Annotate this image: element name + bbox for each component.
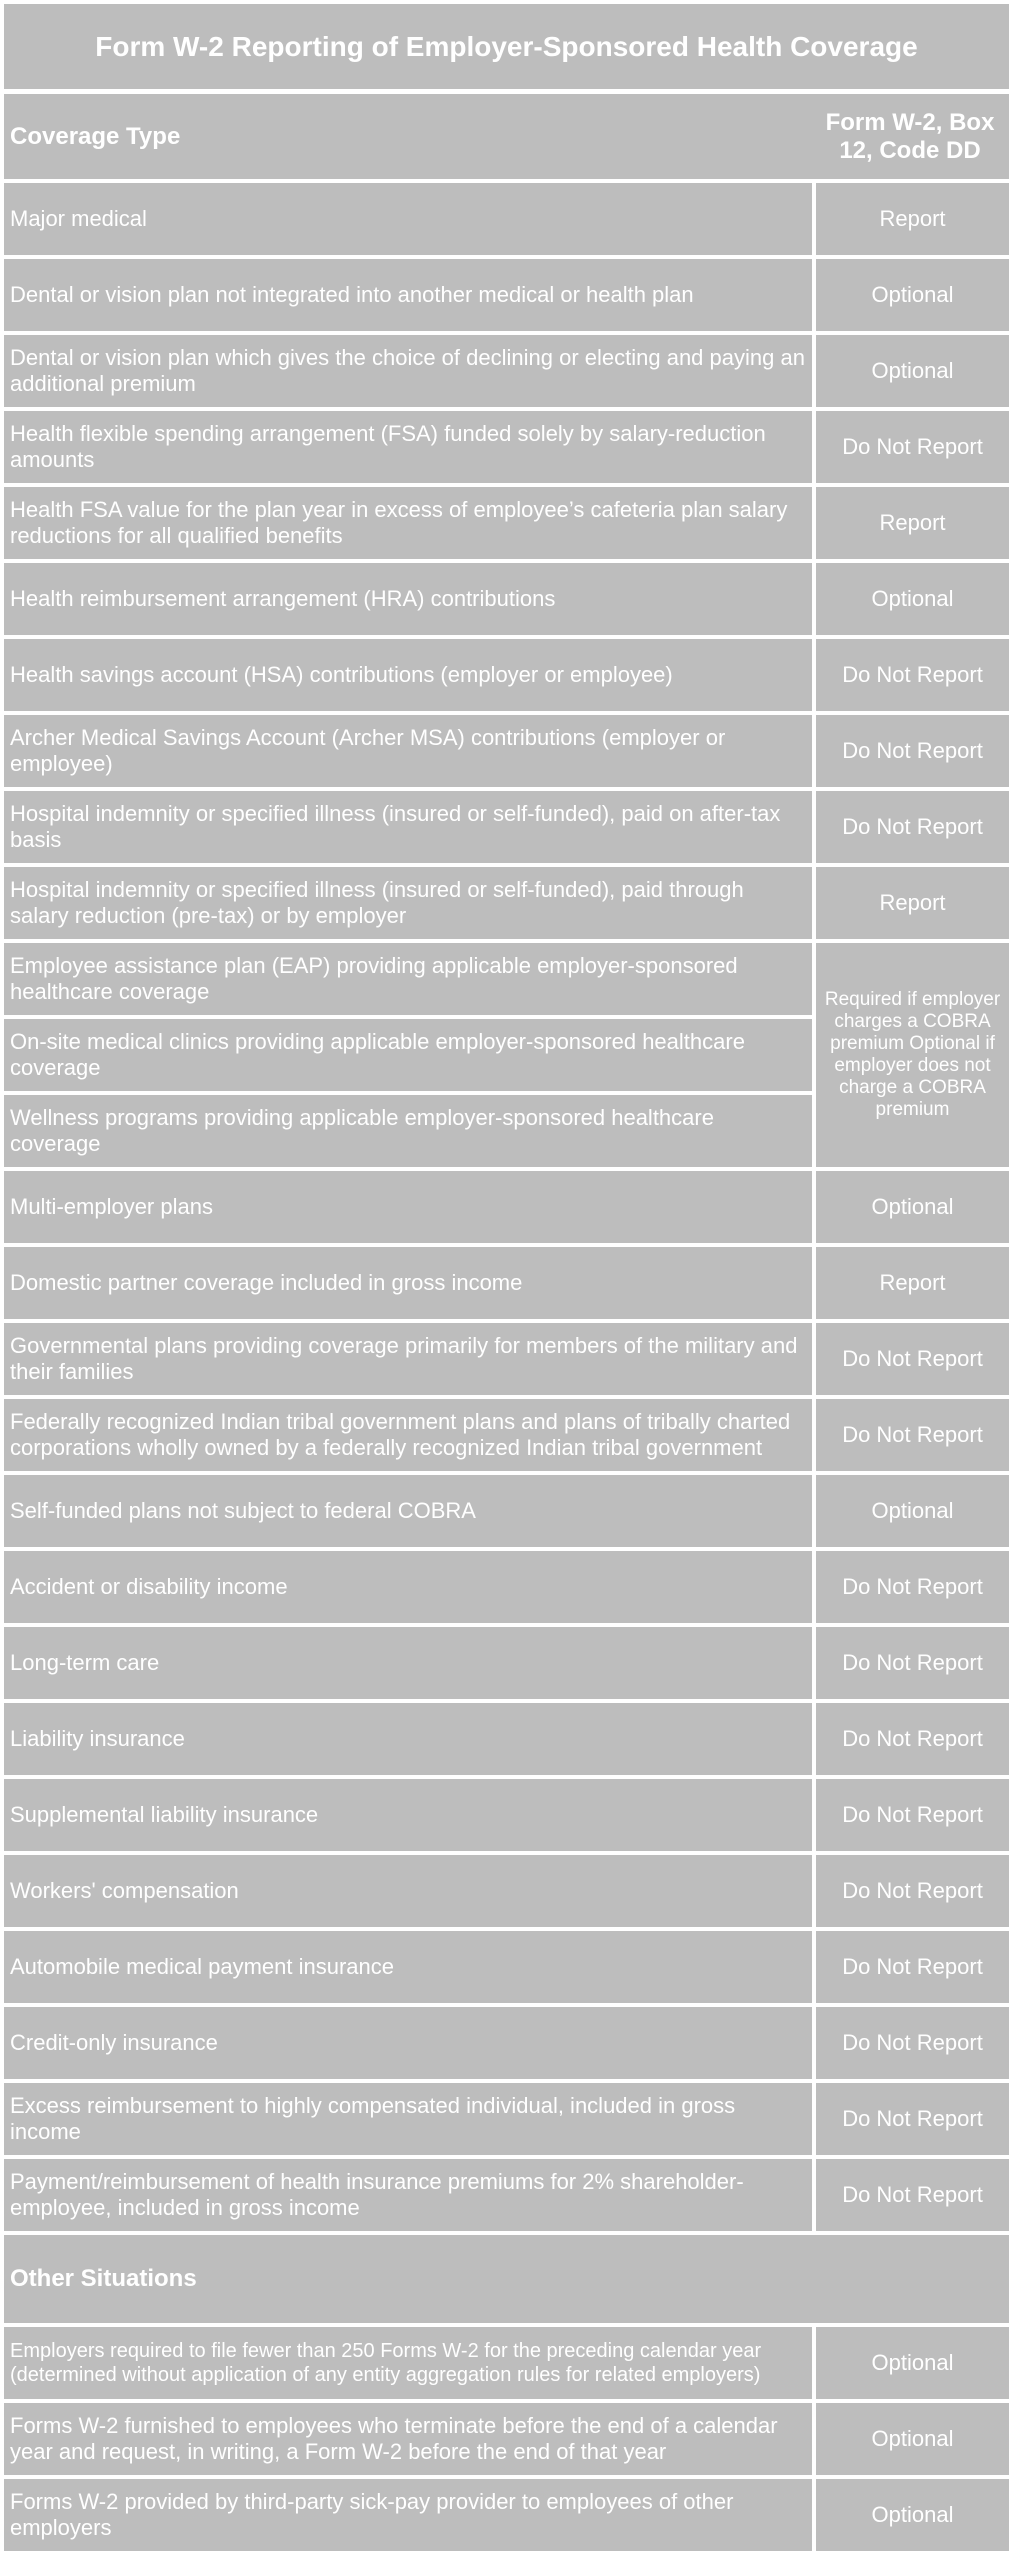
code-dd-cell: Report [816, 487, 1009, 559]
table-row [4, 183, 1009, 255]
coverage-type-cell: Automobile medical payment insurance [4, 1931, 812, 2003]
code-dd-cell: Optional [816, 1475, 1009, 1547]
column-header-coverage-type: Coverage Type [10, 122, 181, 150]
table-title: Form W-2 Reporting of Employer-Sponsored Health Coverage [4, 4, 1009, 89]
code-dd-cell: Do Not Report [816, 1399, 1009, 1471]
coverage-type-cell: Multi-employer plans [4, 1171, 812, 1243]
coverage-type-cell: Workers' compensation [4, 1855, 812, 1927]
code-dd-cell: Do Not Report [816, 411, 1009, 483]
table-row [4, 1171, 1009, 1243]
coverage-type-cell: Dental or vision plan not integrated into another medical or health plan [4, 259, 812, 331]
table-row [4, 2083, 1009, 2155]
code-dd-cell: Optional [816, 563, 1009, 635]
code-dd-cell: Do Not Report [816, 1323, 1009, 1395]
coverage-type-cell: Liability insurance [4, 1703, 812, 1775]
code-dd-cell: Do Not Report [816, 1931, 1009, 2003]
table-row [4, 1703, 1009, 1775]
coverage-type-cell: Excess reimbursement to highly compensated individual, included in gross income [4, 2083, 812, 2155]
code-dd-cell: Do Not Report [816, 2083, 1009, 2155]
table-row [4, 1247, 1009, 1319]
table-row [4, 1931, 1009, 2003]
code-dd-cell: Do Not Report [816, 1627, 1009, 1699]
coverage-type-cell: Hospital indemnity or specified illness (insured or self-funded), paid through salary reduction (pre-tax) or by employer [4, 867, 812, 939]
code-dd-cell: Do Not Report [816, 2159, 1009, 2231]
code-dd-cell: Do Not Report [816, 715, 1009, 787]
coverage-type-cell: Employee assistance plan (EAP) providing applicable employer-sponsored healthcare coverage [4, 943, 812, 1015]
code-dd-cell: Do Not Report [816, 1703, 1009, 1775]
table-row [4, 2403, 1009, 2475]
coverage-type-cell: Health flexible spending arrangement (FSA) funded solely by salary-reduction amounts [4, 411, 812, 483]
code-dd-merged-cell: Required if employer charges a COBRA premium Optional if employer does not charge a COBRA premium [816, 943, 1009, 1167]
coverage-type-cell: Health FSA value for the plan year in excess of employee’s cafeteria plan salary reductions for all qualified benefits [4, 487, 812, 559]
coverage-type-cell: Wellness programs providing applicable employer-sponsored healthcare coverage [4, 1095, 812, 1167]
coverage-type-cell: Forms W-2 furnished to employees who terminate before the end of a calendar year and request, in writing, a Form W-2 before the end of that year [4, 2403, 812, 2475]
coverage-type-cell: Hospital indemnity or specified illness (insured or self-funded), paid on after-tax basis [4, 791, 812, 863]
coverage-type-cell: Governmental plans providing coverage primarily for members of the military and their families [4, 1323, 812, 1395]
table-row [4, 639, 1009, 711]
table-row [4, 1627, 1009, 1699]
table-row [4, 791, 1009, 863]
table-row [4, 1551, 1009, 1623]
table-row [4, 867, 1009, 939]
coverage-type-cell: Long-term care [4, 1627, 812, 1699]
code-dd-cell: Report [816, 867, 1009, 939]
code-dd-cell: Do Not Report [816, 1779, 1009, 1851]
coverage-type-cell: Health reimbursement arrangement (HRA) contributions [4, 563, 812, 635]
table-row [4, 1475, 1009, 1547]
section-label: Other Situations [10, 2265, 197, 2292]
table-row [4, 2007, 1009, 2079]
table-row [4, 1323, 1009, 1395]
coverage-type-cell: Archer Medical Savings Account (Archer MSA) contributions (employer or employee) [4, 715, 812, 787]
coverage-type-cell: Health savings account (HSA) contributions (employer or employee) [4, 639, 812, 711]
code-dd-cell: Report [816, 1247, 1009, 1319]
coverage-type-cell: Accident or disability income [4, 1551, 812, 1623]
table-row [4, 2159, 1009, 2231]
code-dd-cell: Optional [816, 1171, 1009, 1243]
coverage-type-cell: Domestic partner coverage included in gross income [4, 1247, 812, 1319]
table-row [4, 487, 1009, 559]
code-dd-cell: Do Not Report [816, 791, 1009, 863]
table-row [4, 411, 1009, 483]
code-dd-cell: Optional [816, 2327, 1009, 2399]
table-row [4, 2479, 1009, 2551]
coverage-type-cell: Credit-only insurance [4, 2007, 812, 2079]
code-dd-cell: Do Not Report [816, 1855, 1009, 1927]
table-row [4, 563, 1009, 635]
table-row [4, 335, 1009, 407]
coverage-type-cell: Self-funded plans not subject to federal COBRA [4, 1475, 812, 1547]
coverage-type-cell: Employers required to file fewer than 250 Forms W-2 for the preceding calendar year (determined without application of any entity aggregation rules for related employers) [4, 2327, 812, 2399]
coverage-type-cell: Dental or vision plan which gives the choice of declining or electing and paying an additional premium [4, 335, 812, 407]
coverage-type-cell: Federally recognized Indian tribal government plans and plans of tribally charted corporations wholly owned by a federally recognized Indian tribal government [4, 1399, 812, 1471]
code-dd-cell: Optional [816, 335, 1009, 407]
table-row [4, 2327, 1009, 2399]
code-dd-cell: Do Not Report [816, 639, 1009, 711]
code-dd-cell: Do Not Report [816, 2007, 1009, 2079]
code-dd-cell: Optional [816, 2479, 1009, 2551]
table-row [4, 259, 1009, 331]
table-row [4, 1779, 1009, 1851]
column-header-row [4, 94, 1009, 179]
code-dd-cell: Report [816, 183, 1009, 255]
coverage-type-cell: Major medical [4, 183, 812, 255]
coverage-type-cell: On-site medical clinics providing applicable employer-sponsored healthcare coverage [4, 1019, 812, 1091]
code-dd-cell: Optional [816, 2403, 1009, 2475]
coverage-type-cell: Supplemental liability insurance [4, 1779, 812, 1851]
table-row [4, 715, 1009, 787]
coverage-type-cell: Forms W-2 provided by third-party sick-pay provider to employees of other employers [4, 2479, 812, 2551]
table-row [4, 1855, 1009, 1927]
column-header-code-dd: Form W-2, Box 12, Code DD [825, 108, 995, 164]
code-dd-cell: Do Not Report [816, 1551, 1009, 1623]
coverage-type-cell: Payment/reimbursement of health insurance premiums for 2% shareholder-employee, included in gross income [4, 2159, 812, 2231]
table-row [4, 1399, 1009, 1471]
section-header-other-situations [4, 2235, 1009, 2323]
code-dd-cell: Optional [816, 259, 1009, 331]
